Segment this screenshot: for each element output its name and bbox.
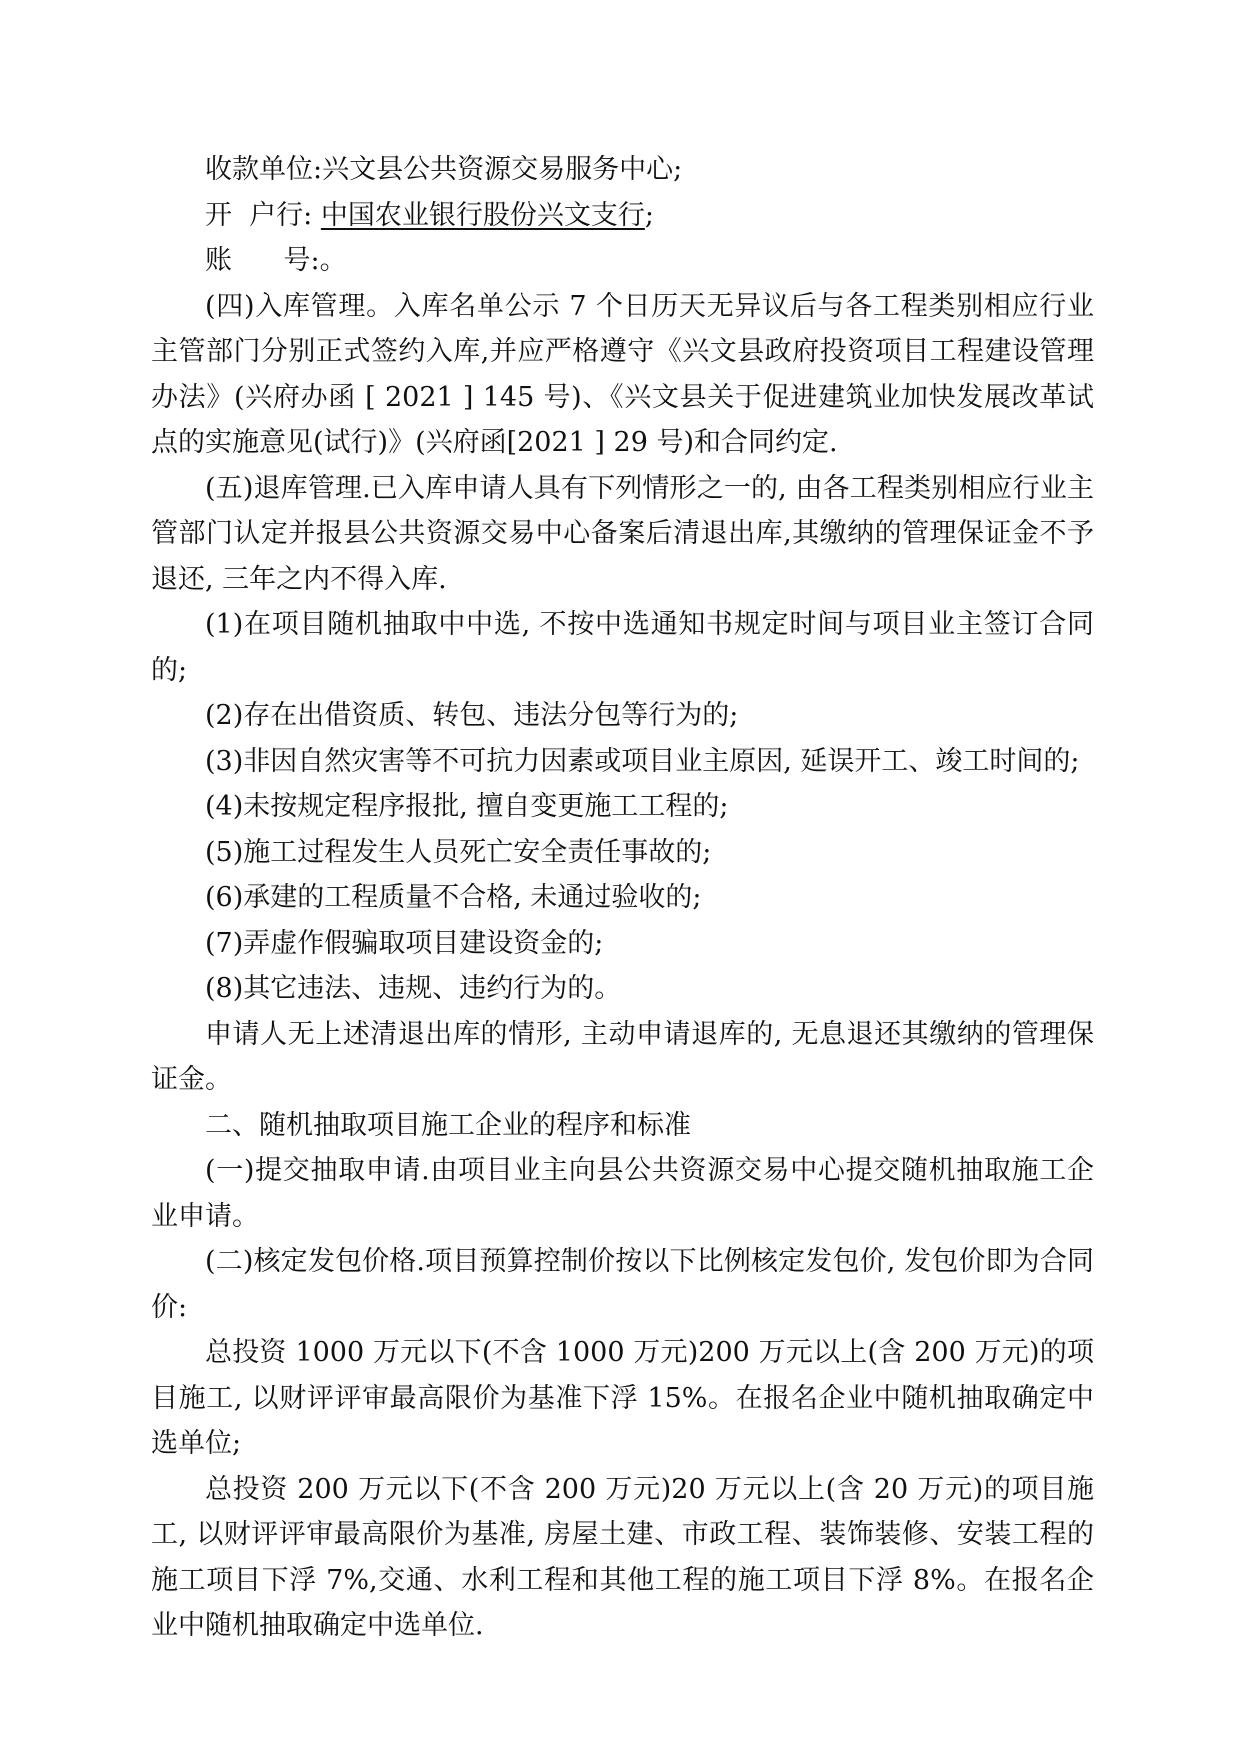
paragraph-voluntary-withdrawal: 申请人无上述清退出库的情形, 主动申请退库的, 无息退还其缴纳的管理保证金。: [151, 1018, 1094, 1095]
bank-end: ;: [644, 199, 654, 231]
bank-label: 开 户行:: [205, 199, 321, 231]
list-item-5: (5)施工过程发生人员死亡安全责任事故的;: [205, 836, 712, 868]
list-item-6: (6)承建的工程质量不合格, 未通过验收的;: [205, 882, 702, 913]
account-label: 账 号:: [205, 245, 320, 276]
account-line: [151, 238, 1094, 284]
document-body: [151, 147, 1094, 1649]
list-item-4: (4)未按规定程序报批, 擅自变更施工工程的;: [205, 791, 729, 822]
paragraph-price-determination: (二)核定发包价格.项目预算控制价按以下比例核定发包价, 发包价即为合同价:: [151, 1246, 1094, 1323]
list-item-2: (2)存在出借资质、转包、违法分包等行为的;: [205, 700, 739, 731]
list-item-7: (7)弄虚作假骗取项目建设资金的;: [205, 927, 604, 959]
list-item-8: (8)其它违法、违规、违约行为的。: [205, 973, 622, 1004]
list-item-1: (1)在项目随机抽取中中选, 不按中选通知书规定时间与项目业主签订合同的;: [151, 609, 1094, 686]
paragraph-investment-tier-2: 总投资 200 万元以下(不含 200 万元)20 万元以上(含 20 万元)的项目施工, 以财评评审最高限价为基准, 房屋土建、市政工程、装饰装修、安装工程的施工项目下浮 7%,交通、水利工程和其他工程的施工项目下浮 8%。在报名企业中随机抽取确定中选单位.: [151, 1473, 1094, 1641]
bank-value: 中国农业银行股份兴文支行: [320, 199, 645, 231]
section-heading-2: 二、随机抽取项目施工企业的程序和标准: [205, 1109, 691, 1141]
payee-unit-label: 收款单位:: [205, 154, 323, 185]
bank-line: [151, 193, 1094, 239]
payee-unit-value: 兴文县公共资源交易服务中心;: [322, 154, 683, 185]
account-value: 。: [319, 245, 347, 276]
paragraph-withdrawal: (五)退库管理.已入库申请人具有下列情形之一的, 由各工程类别相应行业主管部门认定并报县公共资源交易中心备案后清退出库,其缴纳的管理保证金不予退还, 三年之内不得入库.: [151, 472, 1094, 595]
payee-unit-line: [151, 147, 1094, 193]
paragraph-investment-tier-1: 总投资 1000 万元以下(不含 1000 万元)200 万元以上(含 200 万元)的项目施工, 以财评评审最高限价为基准下浮 15%。在报名企业中随机抽取确定中选单位;: [151, 1337, 1094, 1459]
list-item-3: (3)非因自然灾害等不可抗力因素或项目业主原因, 延误开工、竣工时间的;: [205, 745, 1080, 777]
paragraph-submit-request: (一)提交抽取申请.由项目业主向县公共资源交易中心提交随机抽取施工企业申请。: [151, 1155, 1094, 1232]
paragraph-warehousing: (四)入库管理。入库名单公示 7 个日历天无异议后与各工程类别相应行业主管部门分别正式签约入库,并应严格遵守《兴文县政府投资项目工程建设管理办法》(兴府办函 [ 2021 ] 145 号)、《兴文县关于促进建筑业加快发展改革试点的实施意见(试行)》(兴府函[2021 ] 29 号)和合同约定.: [151, 290, 1094, 458]
